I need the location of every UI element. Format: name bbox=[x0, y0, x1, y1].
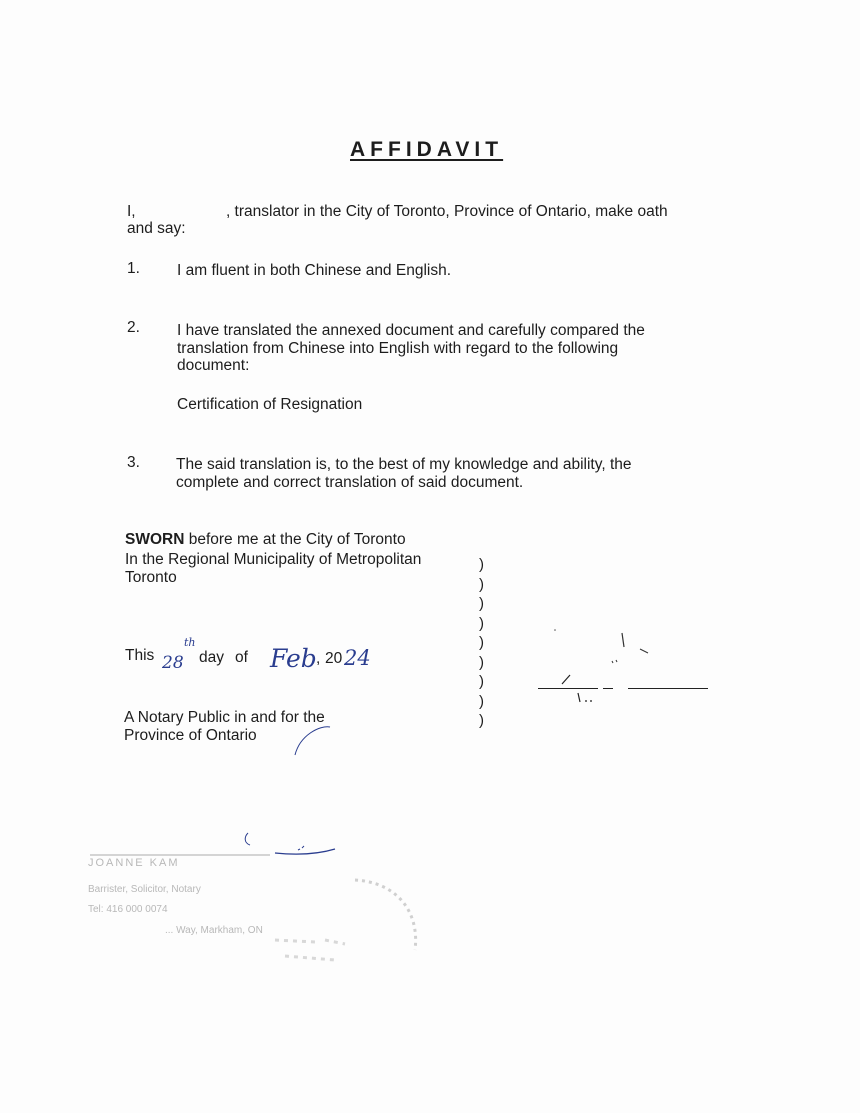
deponent-signature-marks bbox=[540, 625, 680, 705]
document-title: AFFIDAVIT bbox=[350, 138, 504, 161]
date-day-word: day bbox=[199, 649, 224, 666]
intro-prefix: I, bbox=[127, 203, 136, 220]
item-3-line-1: The said translation is, to the best of my knowledge and ability, the bbox=[176, 456, 632, 473]
paren: ) bbox=[479, 595, 484, 612]
stamp-name: JOANNE KAM bbox=[88, 857, 180, 869]
date-this: This bbox=[125, 647, 155, 664]
date-comma: , bbox=[316, 650, 321, 667]
date-year-printed: 20 bbox=[325, 650, 343, 667]
sworn-line-1 bbox=[125, 531, 406, 548]
item-2-number: 2. bbox=[127, 319, 140, 336]
stamp-line-2: Barrister, Solicitor, Notary bbox=[88, 884, 201, 895]
sworn-bold: SWORN bbox=[125, 531, 185, 548]
item-3-number: 3. bbox=[127, 454, 140, 471]
paren: ) bbox=[479, 556, 484, 573]
item-1-number: 1. bbox=[127, 260, 140, 277]
item-1-text: I am fluent in both Chinese and English. bbox=[177, 262, 452, 279]
sworn-line-2: In the Regional Municipality of Metropolitan bbox=[125, 551, 422, 568]
stamp-line-4: ... Way, Markham, ON bbox=[165, 925, 263, 936]
stamp-line-3: Tel: 416 000 0074 bbox=[88, 904, 168, 915]
faded-seal-icon bbox=[255, 870, 435, 980]
paren: ) bbox=[479, 692, 484, 710]
paren: ) bbox=[479, 614, 484, 632]
intro-line1-rest: , translator in the City of Toronto, Province of Ontario, make oath bbox=[225, 203, 668, 220]
document-name: Certification of Resignation bbox=[177, 396, 363, 413]
sworn-line-3: Toronto bbox=[125, 569, 177, 586]
paren: ) bbox=[479, 673, 484, 690]
handwritten-year: 24 bbox=[344, 646, 371, 670]
paren: ) bbox=[479, 712, 484, 729]
notary-line-1: A Notary Public in and for the bbox=[124, 709, 325, 726]
parentheses-column bbox=[479, 555, 484, 731]
item-2-line-2: translation from Chinese into English with regard to the following bbox=[177, 340, 619, 357]
date-of-word: of bbox=[235, 649, 248, 666]
paren: ) bbox=[479, 653, 484, 671]
item-3-line-2: complete and correct translation of said document. bbox=[176, 474, 524, 491]
item-2-line-1: I have translated the annexed document and carefully compared the bbox=[177, 322, 645, 339]
paren: ) bbox=[479, 575, 484, 593]
paren: ) bbox=[479, 634, 484, 651]
sworn-line1-rest: before me at the City of Toronto bbox=[184, 531, 406, 548]
notary-line-2: Province of Ontario bbox=[124, 727, 257, 744]
handwritten-day-suffix: th bbox=[184, 636, 196, 649]
handwritten-month: Feb bbox=[270, 644, 317, 673]
handwritten-day: 28 bbox=[162, 653, 184, 673]
item-2-line-3: document: bbox=[177, 357, 250, 374]
intro-line-2: and say: bbox=[127, 220, 186, 237]
intro-line-1 bbox=[127, 203, 668, 220]
